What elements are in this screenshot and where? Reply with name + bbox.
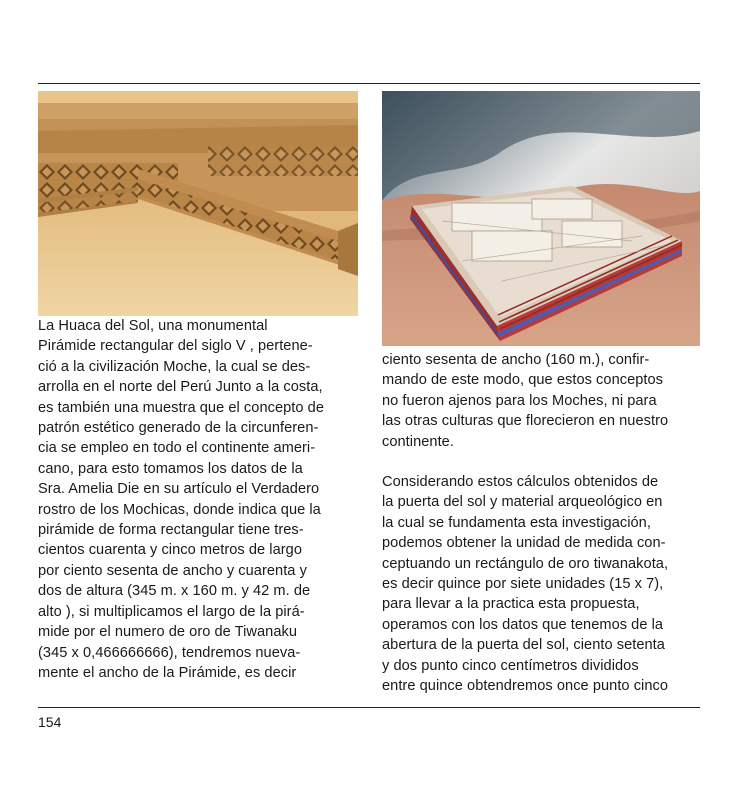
body-paragraph-second: Considerando estos cálculos obtenidos de la puerta del sol y material arqueológico en la cual se fundamenta esta investigación, podemos obtener la unidad de medida con- ceptuando un rectángulo de oro tiwanakota, es decir quince por siete unidades (15 x 7), para llevar a la practica esta propuesta, operamos con los datos que tenemos de la abertura de la puerta del sol, ciento setenta y dos punto cinco centímetros divididos entre quince obtendremos once punto cinco [382, 474, 669, 695]
page-number: 154 [38, 714, 62, 730]
pyramid-painting [382, 91, 700, 346]
right-column [382, 91, 700, 697]
left-column [38, 91, 358, 683]
bottom-rule [38, 707, 700, 708]
top-rule [38, 83, 700, 84]
body-paragraph: La Huaca del Sol, una monumental Pirámide rectangular del siglo V , pertene- ció a la civilización Moche, la cual se des- arrolla en el norte del Perú Junto a la costa, es también una muestra que el concepto de patrón estético generado de la circunferen- cia se empleo en todo el continente ameri- cano, para esto tomamos los datos de la Sra. Amelia Die en su artículo el Verdadero rostro de los Mochicas, donde indica que la pirámide de forma rectangular tiene tres- cientos cuarenta y cinco metros de largo por ciento sesenta de ancho y cuarenta y dos de altura (345 m. x 160 m. y 42 m. de alto ), si multiplicamos el largo de la pirá- mide por el numero de oro de Tiwanaku (345 x 0,466666666), tendremos nueva- mente el ancho de la Pirámide, es decir [38, 318, 325, 681]
body-paragraph-continued: ciento sesenta de ancho (160 m.), confir- mando de este modo, que estos conceptos no fueron ajenos para los Moches, ni para las otras culturas que florecieron en nuestro continente. [382, 352, 669, 450]
adobe-ruins-photo [38, 91, 358, 316]
